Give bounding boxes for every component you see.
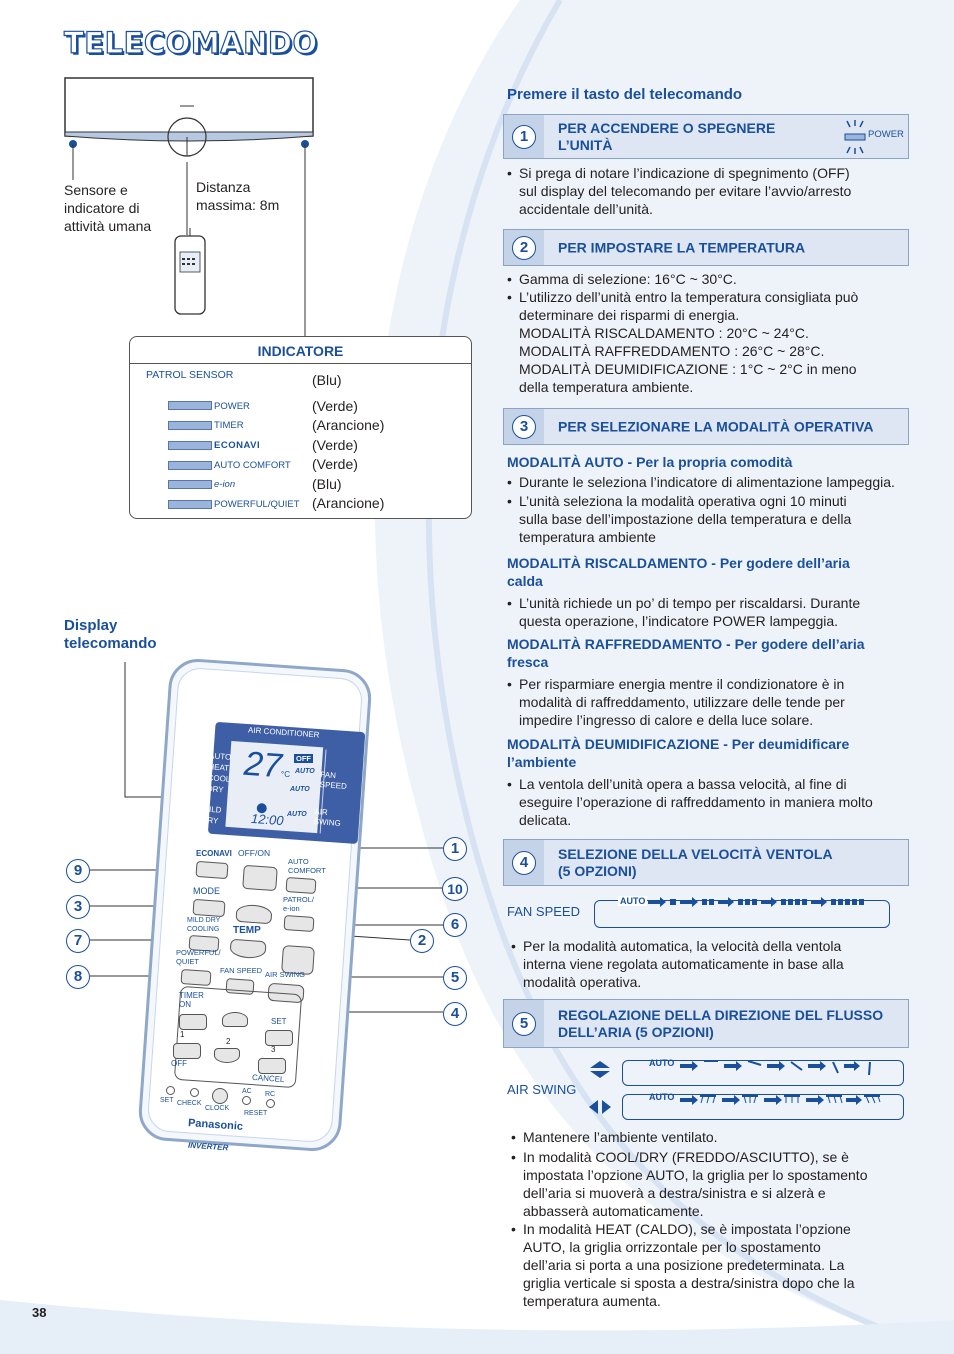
remote-mild-dry: MILD DRY [201,804,222,826]
check-pin-button[interactable] [190,1088,199,1097]
remote-patrol-label: PATROL/ e-ion [283,895,314,913]
indicator-bar-econavi [168,441,212,450]
air-swing-horizontal-auto: AUTO [649,1092,675,1102]
remote-check-label: CHECK [177,1100,202,1107]
auto-mode-bullet-1: • Durante le seleziona l’indicatore di alimentazione lampeggia. [507,473,895,491]
intro-heading: Premere il tasto del telecomando [507,86,743,103]
remote-reset-label: RESET [244,1110,268,1117]
section-2-header [503,229,909,266]
clock-button[interactable] [212,1088,228,1104]
cool-mode-heading: MODALITÀ RAFFREDDAMENTO - Per godere dell’aria fresca [507,636,865,670]
heat-mode-bullet: • L’unità richiede un po’ di tempo per riscaldarsi. Durante questa operazione, l’indicatore POWER lampeggia. [507,594,860,630]
section-2-bullet-2: • L’utilizzo dell’unità entro la temperatura consigliata può determinare dei risparmi di energia. MODALITÀ RISCALDAMENTO : 20°C ~ 24°C. MODALITÀ RAFFREDDAMENTO : 26°C ~ 28°C. MODALITÀ DEUMIDIFICAZIONE : 1°C ~ 2°C in meno della temperatura ambiente. [507,288,858,396]
indicator-label-eion: e-ion [214,479,236,490]
set-pin-button[interactable] [166,1086,175,1095]
indicator-label-timer: TIMER [214,420,244,431]
remote-num3: 3 [271,1045,276,1054]
power-indicator-icon [841,119,869,155]
timer-cancel-button[interactable] [258,1058,286,1074]
callout-1: 1 [443,837,467,861]
power-button[interactable] [242,865,278,891]
section-3-title: PER SELEZIONARE LA MODALITÀ OPERATIVA [558,418,874,434]
section-5-number: 5 [512,1012,536,1036]
econavi-button[interactable] [195,861,228,879]
timer-down-button[interactable] [214,1048,240,1063]
remote-clock-label: CLOCK [205,1105,230,1112]
remote-econavi-label: ECONAVI [196,849,232,858]
indicator-colors: (Blu) (Verde) (Arancione) (Verde) (Verde) (Blu) (Arancione) [312,372,385,511]
cool-mode-bullet: • Per risparmiare energia mentre il condizionatore è in modalità di raffreddamento, utilizzare delle tende per impedire l’ingresso di calore e della luce solare. [507,675,845,729]
air-swing-direction-icons [588,1060,612,1116]
page-number: 38 [32,1305,47,1320]
patrol-eion-button[interactable] [284,915,315,932]
distance-label: Distanza massima: 8m [196,179,280,213]
section-4-number: 4 [512,851,536,875]
remote-mode-label: MODE [193,886,220,896]
indicator-bar-power [168,401,212,410]
remote-off-indicator: OFF [296,754,311,763]
section-4-title: SELEZIONE DELLA VELOCITÀ VENTOLA (5 OPZIONI) [558,845,833,879]
remote-mild-dry-cooling-label: MILD DRY COOLING [187,917,221,933]
callout-3: 3 [66,895,90,919]
section-5-bullet-2: • In modalità COOL/DRY (FREDDO/ASCIUTTO), se è impostata l’opzione AUTO, la griglia per lo spostamento dell’aria si muoverà a destra/sinistra e si alzerà e abbasserà automaticamente. [511,1148,867,1220]
ac-reset-pin[interactable] [242,1096,251,1105]
remote-num2: 2 [226,1037,231,1046]
callout-7: 7 [66,929,90,953]
indicator-panel [129,336,472,519]
section-2-title: PER IMPOSTARE LA TEMPERATURA [558,239,806,255]
indicator-bar-powerful-quiet [168,500,212,509]
remote-timer-on-label: TIMER ON [179,991,204,1009]
remote-set-pin-label: SET [160,1097,174,1104]
fan-speed-steps-icon [646,895,876,909]
section-2-number: 2 [512,236,536,260]
remote-fan-speed-label: FAN SPEED [319,770,348,791]
remote-air-conditioner-label: AIR CONDITIONER [247,725,320,740]
remote-air-swing-btn-label: AIR SWING [265,970,306,979]
remote-temp-display: 27 [242,744,284,786]
small-remote-icon [170,228,210,318]
callout-2: 2 [410,929,434,953]
air-swing-vertical-steps-icon [678,1056,878,1078]
remote-ac-label: AC [242,1088,252,1095]
fan-speed-auto: AUTO [620,896,646,906]
indicator-bar-eion [168,480,212,489]
remote-rc-label: RC [265,1091,276,1098]
power-indicator-label: POWER [868,129,904,140]
section-3-number: 3 [512,415,536,439]
section-1-bullet: • Si prega di notare l’indicazione di spegnimento (OFF) sul display del telecomando per evitare l’avvio/arresto accidentale dell’unità. [507,164,851,218]
remote-temp-label: TEMP [233,925,261,936]
remote-num1: 1 [180,1030,185,1039]
callout-9: 9 [66,859,90,883]
section-1-header [503,114,909,159]
remote-off-label: OFF [171,1059,187,1068]
remote-inverter-logo: INVERTER [187,1140,229,1153]
remote-powerful-quiet-label: POWERFUL/ QUIET [176,948,221,966]
callout-6: 6 [443,913,467,937]
display-label: Display telecomando [64,617,157,652]
auto-mode-heading: MODALITÀ AUTO - Per la propria comodità [507,454,793,470]
callout-5: 5 [443,966,467,990]
rc-reset-pin[interactable] [266,1099,275,1108]
indicator-label-econavi: ECONAVI [214,440,261,451]
powerful-quiet-button[interactable] [181,969,212,986]
timer-up-button[interactable] [222,1012,248,1027]
sensor-label: Sensore e indicatore di attività umana [64,182,152,234]
remote-brand-logo: Panasonic [187,1117,244,1133]
callout-8: 8 [66,965,90,989]
section-1-title: PER ACCENDERE O SPEGNERE L’UNITÀ [558,119,776,153]
timer-off-button[interactable] [173,1043,201,1059]
remote-auto-comfort-label: AUTO COMFORT [288,857,326,875]
section-2-bullet-1: • Gamma di selezione: 16°C ~ 30°C. [507,270,737,288]
section-4-header [503,839,909,886]
remote-temp-unit: °C [281,770,290,779]
section-5-bullet-1: • Mantenere l’ambiente ventilato. [511,1128,718,1146]
remote-air-swing-label: AIR SWING [313,807,342,828]
mode-button[interactable] [192,899,225,917]
callout-4: 4 [443,1002,467,1026]
indicator-label-power: POWER [214,401,250,412]
callout-10: 10 [442,877,468,901]
air-swing-horizontal-steps-icon [678,1090,888,1112]
remote-clock-display: 12:00 [250,810,285,829]
indicator-label-auto-comfort: AUTO COMFORT [214,460,291,471]
indicator-label-powerful-quiet: POWERFUL/QUIET [214,499,300,510]
indicator-bar-timer [168,421,212,430]
remote-auto-3: AUTO [287,811,307,818]
remote-cancel-label: CANCEL [251,1072,285,1085]
remote-auto-2: AUTO [290,786,310,793]
dry-mode-heading: MODALITÀ DEUMIDIFICAZIONE - Per deumidificare l’ambiente [507,736,850,770]
auto-comfort-button[interactable] [286,877,317,894]
remote-mode-list: AUTO HEAT COOL DRY [206,751,232,795]
remote-auto-1: AUTO [295,768,315,775]
auto-mode-bullet-2: • L’unità seleziona la modalità operativa ogni 10 minuti sulla base dell’impostazione della temperatura e della temperatura ambiente [507,492,851,546]
heat-mode-heading: MODALITÀ RISCALDAMENTO - Per godere dell’aria calda [507,555,850,589]
section-5-title: REGOLAZIONE DELLA DIREZIONE DEL FLUSSO DELL’ARIA (5 OPZIONI) [558,1006,884,1040]
patrol-sensor-label: PATROL SENSOR [146,369,234,381]
indicator-bar-auto-comfort [168,461,212,470]
section-1-number: 1 [512,125,536,149]
section-5-bullet-3: • In modalità HEAT (CALDO), se è impostata l’opzione AUTO, la griglia orrizzontale per lo spostamento dell’aria si porta a una posizione predeterminata. La griglia verticale si sposta a destra/sinistra dopo che la temperatura aumenta. [511,1220,855,1310]
remote-fan-speed-btn-label: FAN SPEED [220,966,263,975]
page-title: TELECOMANDO [64,26,318,60]
air-swing-vertical-auto: AUTO [649,1058,675,1068]
section-3-header [503,408,909,445]
dry-mode-bullet: • La ventola dell’unità opera a bassa velocità, al fine di eseguire l’operazione di raffreddamento in maniera molto delicata. [507,775,873,829]
remote-off-on-label: OFF/ON [238,848,271,858]
remote-set-label: SET [271,1017,287,1026]
section-5-header [503,999,909,1048]
timer-on-button[interactable] [179,1014,207,1030]
air-swing-label: AIR SWING [507,1082,577,1097]
section-4-bullet: • Per la modalità automatica, la velocità della ventola interna viene regolata automaticamente in base alla modalità operativa. [511,937,844,991]
fan-speed-label: FAN SPEED [507,904,580,919]
indicator-title: INDICATORE [257,343,344,359]
timer-set-button[interactable] [265,1030,293,1046]
